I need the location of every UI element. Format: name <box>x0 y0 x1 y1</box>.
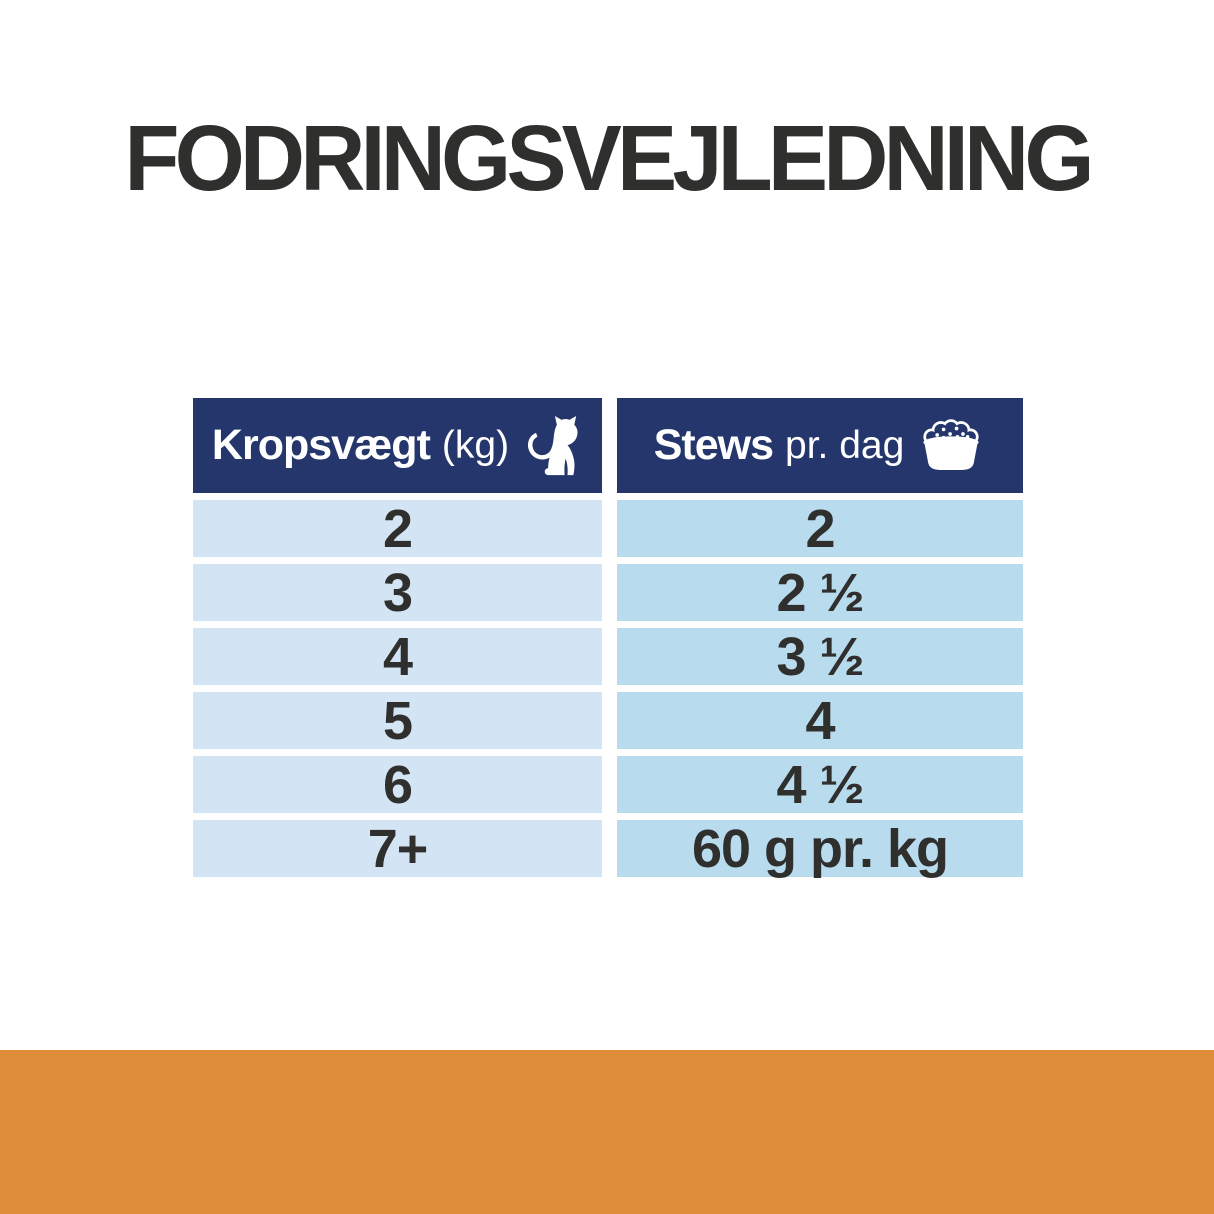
stews-header-label: Stews <box>653 421 773 469</box>
table-row-stews: 4 ½ <box>617 756 1023 813</box>
table-row-weight: 7+ <box>193 820 602 877</box>
feeding-table <box>193 398 1023 877</box>
table-row-weight: 5 <box>193 692 602 749</box>
table-row-stews: 60 g pr. kg <box>617 820 1023 877</box>
cat-icon <box>521 413 583 479</box>
bodyweight-header-label: Kropsvægt <box>211 421 430 469</box>
table-row-stews: 2 <box>617 500 1023 557</box>
table-row-weight: 2 <box>193 500 602 557</box>
food-bowl-icon <box>916 418 986 474</box>
table-row-weight: 6 <box>193 756 602 813</box>
stews-header-unit: pr. dag <box>785 423 905 467</box>
table-row-stews: 4 <box>617 692 1023 749</box>
brand-orange-band <box>0 1050 1214 1214</box>
table-row-weight: 3 <box>193 564 602 621</box>
table-row-weight: 4 <box>193 628 602 685</box>
bodyweight-header-unit: (kg) <box>441 423 510 467</box>
table-header-bodyweight <box>193 398 602 493</box>
table-row-stews: 3 ½ <box>617 628 1023 685</box>
table-header-stews <box>617 398 1023 493</box>
table-row-stews: 2 ½ <box>617 564 1023 621</box>
page-title: FODRINGSVEJLEDNING <box>124 106 1090 210</box>
